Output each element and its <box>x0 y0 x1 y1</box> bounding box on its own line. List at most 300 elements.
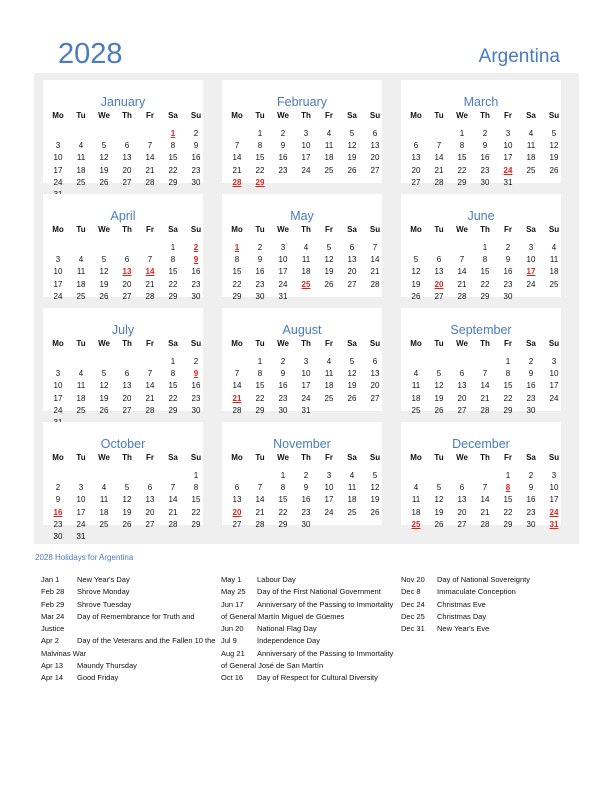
calendar-day: 13 <box>122 153 132 163</box>
calendar-day: 30 <box>278 405 288 415</box>
calendar-day: 8 <box>234 255 240 265</box>
calendar-day: 4 <box>78 141 84 151</box>
calendar-day: 16 <box>503 267 513 277</box>
calendar-day: 7 <box>170 483 176 493</box>
calendar-day: 11 <box>347 483 357 493</box>
calendar-day: 29 <box>168 291 178 301</box>
calendar-day: 27 <box>370 165 380 175</box>
calendar-day: 27 <box>145 519 155 529</box>
calendar-day: 22 <box>168 279 178 289</box>
calendar-day: 11 <box>324 369 334 379</box>
calendar-day: 18 <box>76 165 86 175</box>
calendar-day: 7 <box>147 141 153 151</box>
weekday-label: Sa <box>347 111 357 120</box>
calendar-day: 30 <box>191 405 201 415</box>
calendar-day: 6 <box>372 129 378 138</box>
holiday-entry <box>41 672 216 684</box>
calendar-day: 10 <box>526 255 536 265</box>
calendar-day: 9 <box>55 495 61 505</box>
holiday-day: 1 <box>234 243 240 252</box>
calendar-day: 1 <box>170 357 176 366</box>
calendar-day: 22 <box>480 279 490 289</box>
holiday-day: 29 <box>255 177 265 187</box>
month-november <box>222 422 382 529</box>
calendar-day: 29 <box>255 405 265 415</box>
calendar-day: 11 <box>76 267 86 277</box>
weekday-label: Tu <box>76 339 86 348</box>
holiday-name: Good Friday <box>77 673 119 683</box>
holiday-entry <box>41 611 216 636</box>
calendar-day: 17 <box>76 507 86 517</box>
calendar-day: 4 <box>528 129 534 138</box>
calendar-day: 15 <box>232 267 242 277</box>
calendar-day: 9 <box>528 483 534 493</box>
calendar-day: 22 <box>255 165 265 175</box>
weekday-label: Sa <box>168 453 178 462</box>
calendar-day: 24 <box>278 279 288 289</box>
calendar-day: 8 <box>459 141 465 151</box>
weekday-label: Mo <box>231 111 243 120</box>
holiday-day: 31 <box>549 519 559 529</box>
calendar-day: 3 <box>505 129 511 138</box>
calendar-day: 4 <box>326 129 332 138</box>
calendar-day: 21 <box>145 165 155 175</box>
weekday-label: Tu <box>255 453 265 462</box>
holiday-name: Independence Day <box>257 636 320 646</box>
weekday-label: We <box>277 111 289 120</box>
weekday-label: Mo <box>231 339 243 348</box>
weekday-label: We <box>456 111 468 120</box>
calendar-day: 7 <box>234 141 240 151</box>
calendar-day: 27 <box>411 177 421 187</box>
calendar-day: 5 <box>101 255 107 265</box>
month-name: November <box>273 437 331 451</box>
weekday-label: Tu <box>434 225 444 234</box>
weekday-label: Fr <box>504 111 512 120</box>
holiday-date: Feb 29 <box>41 599 65 609</box>
calendar-day: 12 <box>347 369 357 379</box>
weekday-label: Th <box>122 453 132 462</box>
calendar-day: 14 <box>145 153 155 163</box>
calendar-day: 9 <box>257 255 263 265</box>
calendar-day: 29 <box>503 405 513 415</box>
calendar-day: 16 <box>301 495 311 505</box>
calendar-day: 21 <box>457 279 467 289</box>
holiday-entry <box>221 599 396 624</box>
calendar-day: 22 <box>503 507 513 517</box>
calendar-day: 19 <box>99 165 109 175</box>
calendar-day: 19 <box>411 279 421 289</box>
calendar-day: 18 <box>526 153 536 163</box>
holiday-name: Anniversary of the Passing to Immortality of General José de San Martín <box>221 648 394 671</box>
calendar-day: 15 <box>255 381 265 391</box>
holiday-day: 24 <box>503 165 513 175</box>
calendar-day: 1 <box>193 471 199 480</box>
calendar-day: 25 <box>411 405 421 415</box>
calendar-day: 25 <box>324 165 334 175</box>
weekday-label: We <box>456 225 468 234</box>
holiday-entry <box>401 623 571 635</box>
holiday-date: May 25 <box>221 587 246 597</box>
calendar-day: 24 <box>526 279 536 289</box>
calendar-day: 19 <box>370 495 380 505</box>
weekday-label: Fr <box>325 111 333 120</box>
calendar-day: 24 <box>76 519 86 529</box>
holiday-entry <box>41 574 216 586</box>
calendar-day: 17 <box>301 153 311 163</box>
holiday-name: Christmas Day <box>437 611 487 621</box>
calendar-day: 10 <box>324 483 334 493</box>
weekday-label: Th <box>301 453 311 462</box>
month-may <box>222 194 382 301</box>
calendar-day: 23 <box>526 393 536 403</box>
calendar-day: 1 <box>257 357 263 366</box>
holiday-day: 8 <box>505 483 511 493</box>
calendar-day: 8 <box>280 483 286 493</box>
calendar-day: 15 <box>503 381 513 391</box>
calendar-day: 17 <box>324 495 334 505</box>
month-june <box>401 194 561 301</box>
holiday-date: Feb 28 <box>41 587 65 597</box>
holiday-entry <box>401 599 571 611</box>
holiday-day: 28 <box>232 177 242 187</box>
calendar-day: 12 <box>370 483 380 493</box>
calendar-day: 14 <box>145 381 155 391</box>
calendar-day: 7 <box>459 255 465 265</box>
calendar-day: 2 <box>280 129 286 138</box>
calendar-day: 27 <box>232 519 242 529</box>
calendar-day: 3 <box>55 141 61 151</box>
calendar-day: 24 <box>301 393 311 403</box>
calendar-day: 23 <box>278 393 288 403</box>
holiday-day: 14 <box>145 267 155 277</box>
calendar-day: 12 <box>122 495 132 505</box>
calendar-day: 17 <box>53 165 63 175</box>
calendar-day: 30 <box>526 405 536 415</box>
calendar-day: 2 <box>482 129 488 138</box>
calendar-day: 20 <box>457 393 467 403</box>
weekday-label: Sa <box>526 339 536 348</box>
calendar-day: 27 <box>434 291 444 301</box>
calendar-day: 14 <box>232 381 242 391</box>
calendar-day: 21 <box>255 507 265 517</box>
calendar-day: 24 <box>53 177 63 187</box>
calendar-day: 8 <box>193 483 199 493</box>
calendar-day: 30 <box>53 532 63 541</box>
calendar-day: 25 <box>76 405 86 415</box>
calendar-day: 9 <box>280 369 286 379</box>
calendar-day: 28 <box>145 405 155 415</box>
calendar-day: 26 <box>99 291 109 301</box>
calendar-day: 6 <box>147 483 153 493</box>
calendar-day: 15 <box>255 153 265 163</box>
calendar-day: 16 <box>191 267 201 277</box>
calendar-day: 11 <box>301 255 311 265</box>
weekday-label: Mo <box>52 225 64 234</box>
holiday-date: Mar 24 <box>41 611 65 621</box>
calendar-day: 9 <box>303 483 309 493</box>
calendar-day: 25 <box>526 165 536 175</box>
weekday-label: Mo <box>410 339 422 348</box>
holiday-name: New Year's Day <box>77 575 130 584</box>
calendar-day: 10 <box>53 381 63 391</box>
weekday-label: Fr <box>146 453 154 462</box>
calendar-day: 2 <box>528 357 534 366</box>
holiday-name: Day of Remembrance for Truth and Justice <box>41 611 195 634</box>
weekday-label: Th <box>122 111 132 120</box>
weekday-label: Mo <box>410 225 422 234</box>
calendar-day: 31 <box>301 405 311 415</box>
weekday-label: Th <box>480 339 490 348</box>
weekday-label: Mo <box>52 453 64 462</box>
month-march <box>401 80 561 187</box>
holidays-column <box>401 574 571 635</box>
holiday-date: Apr 2 <box>41 636 59 646</box>
month-name: September <box>450 323 512 337</box>
weekday-label: Sa <box>526 111 536 120</box>
holiday-date: Apr 14 <box>41 673 64 683</box>
calendar-day: 26 <box>549 165 559 175</box>
calendar-day: 11 <box>549 255 559 265</box>
month-name: May <box>290 209 314 223</box>
weekday-label: Tu <box>255 339 265 348</box>
weekday-label: Mo <box>231 453 243 462</box>
calendar-day: 1 <box>170 243 176 252</box>
holiday-date: Apr 13 <box>41 661 64 671</box>
holiday-date: Dec 31 <box>401 624 425 634</box>
holiday-entry <box>221 623 396 635</box>
calendar-day: 23 <box>191 279 201 289</box>
holiday-name: National Flag Day <box>257 624 317 634</box>
calendar-day: 22 <box>503 393 513 403</box>
calendar-day: 5 <box>101 369 107 379</box>
calendar-day: 29 <box>168 177 178 187</box>
calendar-day: 27 <box>122 177 132 187</box>
calendar-day: 21 <box>168 507 178 517</box>
calendar-day: 4 <box>326 357 332 366</box>
calendar-day: 21 <box>480 393 490 403</box>
holiday-date: Dec 25 <box>401 611 425 621</box>
calendar-day: 4 <box>101 483 107 493</box>
calendar-day: 3 <box>55 369 61 379</box>
weekday-label: Sa <box>526 453 536 462</box>
calendar-day: 13 <box>232 495 242 505</box>
calendar-day: 25 <box>99 519 109 529</box>
calendar-day: 16 <box>278 381 288 391</box>
calendar-day: 11 <box>324 141 334 151</box>
weekday-label: We <box>277 339 289 348</box>
calendar-day: 13 <box>347 255 357 265</box>
calendar-day: 14 <box>457 267 467 277</box>
calendar-day: 4 <box>413 483 419 493</box>
holiday-date: Oct 16 <box>221 673 244 683</box>
calendar-day: 30 <box>191 177 201 187</box>
calendar-day: 18 <box>549 267 559 277</box>
calendar-day: 28 <box>255 519 265 529</box>
weekday-label: We <box>98 339 110 348</box>
calendar-day: 26 <box>99 177 109 187</box>
calendar-day: 29 <box>278 519 288 529</box>
calendar-day: 12 <box>99 153 109 163</box>
calendar-day: 17 <box>503 153 513 163</box>
calendar-day: 2 <box>193 357 199 366</box>
holiday-name: Day of the First National Government <box>257 587 381 597</box>
calendar-day: 26 <box>434 405 444 415</box>
month-name: October <box>100 437 146 451</box>
calendar-day: 25 <box>347 507 357 517</box>
holiday-date: Jul 9 <box>221 636 237 646</box>
calendar-day: 1 <box>505 471 511 480</box>
calendar-day: 28 <box>145 177 155 187</box>
calendar-day: 9 <box>505 255 511 265</box>
calendar-day: 19 <box>434 507 444 517</box>
calendar-day: 11 <box>76 153 86 163</box>
weekday-label: We <box>456 339 468 348</box>
calendar-day: 27 <box>122 405 132 415</box>
calendar-day: 5 <box>349 129 355 138</box>
calendar-day: 16 <box>480 153 490 163</box>
calendar-day: 22 <box>168 165 178 175</box>
calendar-day: 18 <box>324 381 334 391</box>
calendar-day: 26 <box>411 291 421 301</box>
calendar-day: 29 <box>232 291 242 301</box>
month-january <box>43 80 203 187</box>
weekday-label: Th <box>480 111 490 120</box>
calendar-day: 22 <box>255 393 265 403</box>
calendar-day: 18 <box>301 267 311 277</box>
calendar-day: 7 <box>482 483 488 493</box>
calendar-day: 26 <box>347 393 357 403</box>
holiday-name: Maundy Thursday <box>77 661 137 671</box>
calendar-day: 16 <box>526 495 536 505</box>
month-december <box>401 422 561 529</box>
calendar-day: 14 <box>232 153 242 163</box>
calendar-day: 17 <box>549 381 559 391</box>
month-name: July <box>111 323 135 337</box>
holiday-entry <box>41 635 216 660</box>
calendar-day: 24 <box>53 291 63 301</box>
calendar-day: 18 <box>76 279 86 289</box>
holiday-name: Anniversary of the Passing to Immortality of General Martín Miguel de Güemes <box>221 599 394 621</box>
holiday-name: New Year's Eve <box>437 624 490 634</box>
calendar-day: 3 <box>528 243 534 252</box>
calendar-day: 29 <box>191 519 201 529</box>
weekday-label: Th <box>480 453 490 462</box>
calendar-day: 23 <box>191 165 201 175</box>
calendar-day: 25 <box>76 291 86 301</box>
calendar-day: 6 <box>436 255 442 265</box>
calendar-day: 12 <box>549 141 559 151</box>
weekday-label: We <box>456 453 468 462</box>
calendar-day: 7 <box>147 255 153 265</box>
weekday-label: Th <box>301 111 311 120</box>
calendar-day: 15 <box>168 381 178 391</box>
calendar-day: 30 <box>503 291 513 301</box>
calendar-day: 3 <box>326 471 332 480</box>
calendar-day: 27 <box>347 279 357 289</box>
holiday-day: 25 <box>411 519 421 529</box>
calendar-day: 10 <box>53 153 63 163</box>
calendar-day: 21 <box>145 279 155 289</box>
calendar-day: 21 <box>370 267 380 277</box>
calendar-day: 1 <box>257 129 263 138</box>
calendar-day: 15 <box>168 153 178 163</box>
weekday-label: Th <box>301 339 311 348</box>
weekday-label: Th <box>480 225 490 234</box>
calendar-day: 21 <box>434 165 444 175</box>
calendar-day: 5 <box>436 369 442 379</box>
weekday-label: Su <box>548 225 560 234</box>
holiday-date: May 1 <box>221 575 242 584</box>
weekday-label: Tu <box>434 339 444 348</box>
calendar-day: 6 <box>413 141 419 151</box>
month-name: February <box>276 95 328 109</box>
calendar-day: 18 <box>411 393 421 403</box>
calendar-day: 15 <box>191 495 201 505</box>
holiday-day: 9 <box>193 369 199 379</box>
month-july <box>43 308 203 415</box>
calendar-day: 12 <box>99 381 109 391</box>
weekday-label: Tu <box>434 453 444 462</box>
weekday-label: Fr <box>504 453 512 462</box>
month-name: June <box>467 209 495 223</box>
calendar-day: 17 <box>53 393 63 403</box>
calendar-day: 29 <box>168 405 178 415</box>
calendar-day: 8 <box>482 255 488 265</box>
calendar-day: 24 <box>549 393 559 403</box>
calendar-day: 8 <box>257 141 263 151</box>
weekday-label: Su <box>369 225 381 234</box>
holiday-day: 2 <box>193 243 199 252</box>
calendar-day: 12 <box>99 267 109 277</box>
calendar-day: 17 <box>301 381 311 391</box>
calendar-day: 28 <box>434 177 444 187</box>
calendar-day: 30 <box>191 291 201 301</box>
weekday-label: Mo <box>231 225 243 234</box>
calendar-day: 20 <box>347 267 357 277</box>
calendar-day: 11 <box>411 381 421 391</box>
calendar-day: 3 <box>280 243 286 252</box>
weekday-label: Su <box>190 339 202 348</box>
calendar-day: 16 <box>526 381 536 391</box>
calendar-day: 17 <box>53 279 63 289</box>
calendar-day: 19 <box>347 153 357 163</box>
calendar-day: 14 <box>480 381 490 391</box>
weekday-label: Sa <box>347 225 357 234</box>
weekday-label: Mo <box>410 111 422 120</box>
holiday-day: 25 <box>301 279 311 289</box>
calendar-day: 7 <box>482 369 488 379</box>
calendar-day: 3 <box>303 129 309 138</box>
calendar-day: 4 <box>303 243 309 252</box>
calendar-day: 20 <box>122 165 132 175</box>
calendar-day: 5 <box>436 483 442 493</box>
calendar-day: 9 <box>482 141 488 151</box>
holiday-day: 16 <box>53 507 63 517</box>
calendar-year: 2028 <box>58 38 123 70</box>
calendar-day: 23 <box>503 279 513 289</box>
calendar-day: 15 <box>480 267 490 277</box>
weekday-label: Su <box>548 111 560 120</box>
weekday-label: Tu <box>434 111 444 120</box>
holiday-entry <box>41 660 216 672</box>
holiday-day: 17 <box>526 267 536 277</box>
calendar-day: 13 <box>411 153 421 163</box>
calendar-day: 18 <box>411 507 421 517</box>
calendar-day: 5 <box>101 141 107 151</box>
holidays-column <box>41 574 216 685</box>
weekday-label: We <box>277 453 289 462</box>
